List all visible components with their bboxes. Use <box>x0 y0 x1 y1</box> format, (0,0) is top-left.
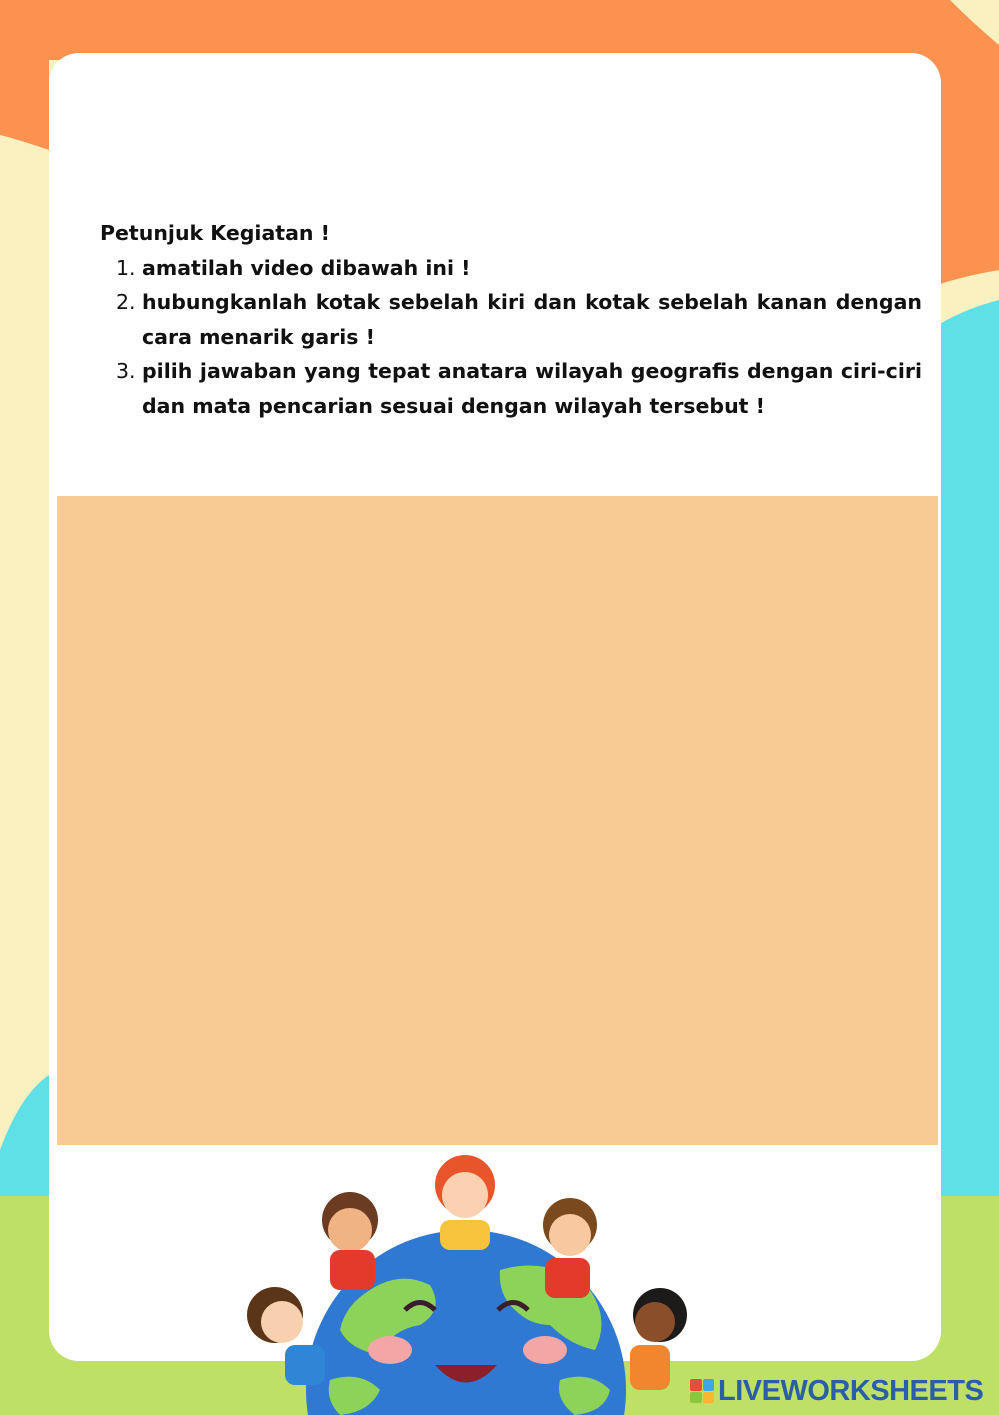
instruction-number: 1. <box>116 255 136 280</box>
liveworksheets-brand[interactable] <box>690 1374 983 1408</box>
instruction-text: hubungkanlah kotak sebelah kiri dan kotak sebelah kanan dengan cara menarik garis ! <box>142 290 922 349</box>
instructions-list <box>100 251 922 424</box>
instructions <box>100 216 922 423</box>
instruction-item <box>100 354 922 423</box>
brand-name: LIVEWORKSHEETS <box>718 1374 984 1407</box>
kids-around-earth-illustration <box>230 1150 710 1415</box>
instruction-text: pilih jawaban yang tepat anatara wilayah geografis dengan ciri-ciri dan mata pencarian sesuai dengan wilayah tersebut ! <box>142 359 922 418</box>
instruction-number: 3. <box>116 359 136 383</box>
instructions-heading: Petunjuk Kegiatan ! <box>100 221 330 245</box>
instruction-item <box>100 285 922 354</box>
liveworksheets-logo-icon <box>690 1379 714 1403</box>
instruction-item <box>100 251 922 286</box>
instruction-text: amatilah video dibawah ini ! <box>142 255 471 280</box>
instruction-number: 2. <box>116 290 136 314</box>
video-placeholder[interactable] <box>57 496 938 1145</box>
